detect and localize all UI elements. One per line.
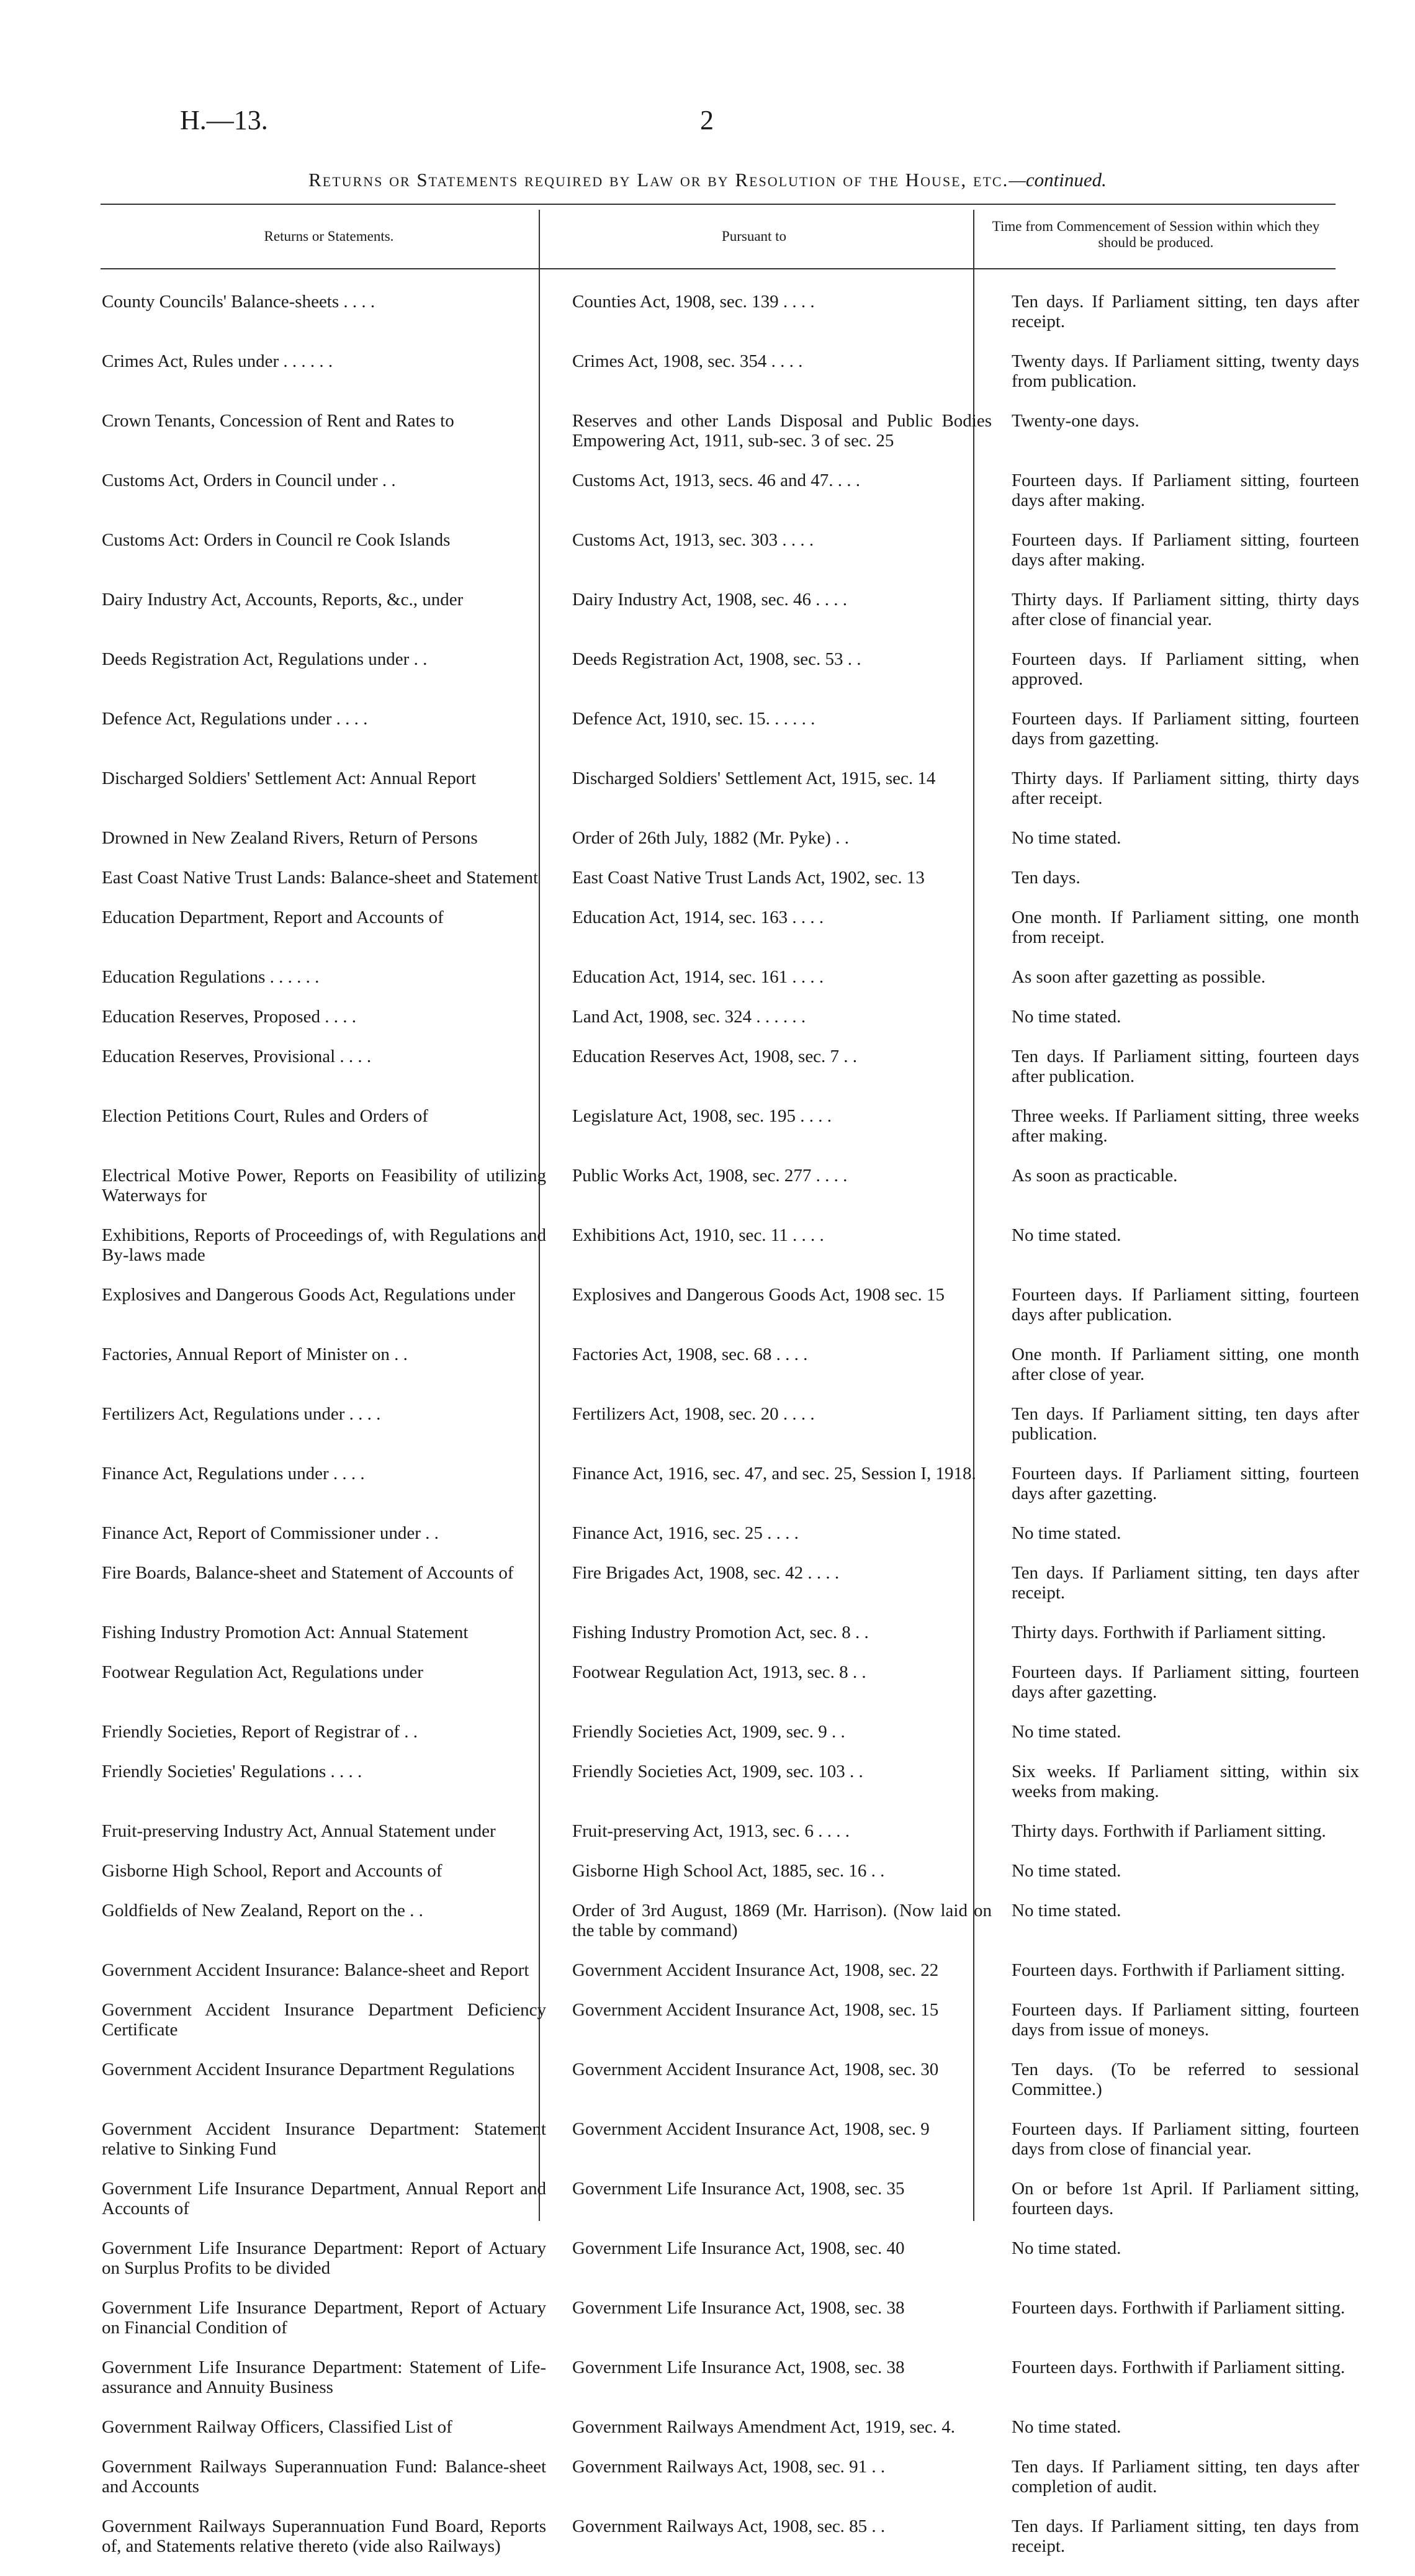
table-row <box>99 1901 1367 1960</box>
return-statement-cell: Deeds Registration Act, Regulations under . . <box>102 649 428 669</box>
table-row <box>99 2119 1367 2179</box>
return-statement-cell: Government Life Insurance Department: Statement of Life-assurance and Annuity Business <box>102 2358 546 2397</box>
pursuant-to-cell: Government Railways Act, 1908, sec. 85 . . <box>572 2516 886 2536</box>
return-statement-cell: Education Reserves, Proposed . . . . <box>102 1007 356 1027</box>
return-statement-cell: Fruit-preserving Industry Act, Annual Statement under <box>102 1821 496 1841</box>
table-row <box>99 1861 1367 1901</box>
return-statement-cell: Customs Act, Orders in Council under . . <box>102 471 396 490</box>
table-row <box>99 649 1367 709</box>
table-row <box>99 1106 1367 1166</box>
table-row <box>99 2238 1367 2298</box>
time-cell: Fourteen days. If Parliament sitting, fourteen days after publication. <box>1012 1285 1359 1325</box>
time-cell: Twenty days. If Parliament sitting, twenty days from publication. <box>1012 351 1359 391</box>
pursuant-to-cell: Government Life Insurance Act, 1908, sec. 38 <box>572 2358 905 2377</box>
time-cell: Thirty days. If Parliament sitting, thirty days after receipt. <box>1012 768 1359 808</box>
time-cell: Fourteen days. Forthwith if Parliament sitting. <box>1012 2298 1345 2318</box>
return-statement-cell: Discharged Soldiers' Settlement Act: Annual Report <box>102 768 477 788</box>
title-text: Returns or Statements required by Law or by Resolution of the House, etc. <box>308 169 1009 191</box>
return-statement-cell: Defence Act, Regulations under . . . . <box>102 709 368 729</box>
table-row <box>99 292 1367 351</box>
time-cell: No time stated. <box>1012 1007 1121 1027</box>
pursuant-to-cell: Customs Act, 1913, sec. 303 . . . . <box>572 530 814 550</box>
table-row <box>99 1225 1367 1285</box>
time-cell: No time stated. <box>1012 1722 1121 1742</box>
table-row <box>99 1285 1367 1344</box>
time-cell: One month. If Parliament sitting, one month from receipt. <box>1012 907 1359 947</box>
time-cell: As soon as practicable. <box>1012 1166 1178 1186</box>
table-row <box>99 1762 1367 1821</box>
pursuant-to-cell: Fire Brigades Act, 1908, sec. 42 . . . . <box>572 1563 840 1583</box>
pursuant-to-cell: Government Accident Insurance Act, 1908, sec. 15 <box>572 2000 939 2020</box>
pursuant-to-cell: Crimes Act, 1908, sec. 354 . . . . <box>572 351 803 371</box>
pursuant-to-cell: Government Accident Insurance Act, 1908, sec. 22 <box>572 1960 939 1980</box>
return-statement-cell: Dairy Industry Act, Accounts, Reports, &c., under <box>102 590 464 610</box>
document-reference: H.—13. <box>180 105 268 135</box>
pursuant-to-cell: Discharged Soldiers' Settlement Act, 1915, sec. 14 <box>572 768 936 788</box>
time-cell: Ten days. If Parliament sitting, fourteen days after publication. <box>1012 1047 1359 1086</box>
time-cell: Ten days. If Parliament sitting, ten days after receipt. <box>1012 1563 1359 1603</box>
table-row <box>99 471 1367 530</box>
time-cell: Ten days. If Parliament sitting, ten days after publication. <box>1012 1404 1359 1444</box>
pursuant-to-cell: Finance Act, 1916, sec. 47, and sec. 25, Session I, 1918. <box>572 1464 976 1484</box>
pursuant-to-cell: Fishing Industry Promotion Act, sec. 8 . . <box>572 1623 869 1642</box>
pursuant-to-cell: East Coast Native Trust Lands Act, 1902, sec. 13 <box>572 868 925 888</box>
return-statement-cell: Government Railways Superannuation Fund: Balance-sheet and Accounts <box>102 2457 546 2497</box>
time-cell: One month. If Parliament sitting, one month after close of year. <box>1012 1344 1359 1384</box>
table-row <box>99 2000 1367 2060</box>
pursuant-to-cell: Order of 3rd August, 1869 (Mr. Harrison). (Now laid on the table by command) <box>572 1901 992 1940</box>
table-row <box>99 1404 1367 1464</box>
return-statement-cell: Factories, Annual Report of Minister on . . <box>102 1344 408 1364</box>
time-cell: No time stated. <box>1012 1523 1121 1543</box>
page-title <box>124 169 1291 191</box>
pursuant-to-cell: Finance Act, 1916, sec. 25 . . . . <box>572 1523 799 1543</box>
pursuant-to-cell: Government Life Insurance Act, 1908, sec. 35 <box>572 2179 905 2199</box>
time-cell: Ten days. If Parliament sitting, ten days after completion of audit. <box>1012 2457 1359 2497</box>
pursuant-to-cell: Explosives and Dangerous Goods Act, 1908 sec. 15 <box>572 1285 945 1305</box>
time-cell: Fourteen days. If Parliament sitting, fourteen days from close of financial year. <box>1012 2119 1359 2159</box>
return-statement-cell: Friendly Societies, Report of Registrar of . . <box>102 1722 418 1742</box>
return-statement-cell: Exhibitions, Reports of Proceedings of, with Regulations and By-laws made <box>102 1225 546 1265</box>
time-cell: Ten days. If Parliament sitting, ten days after receipt. <box>1012 292 1359 331</box>
return-statement-cell: Education Department, Report and Accounts of <box>102 907 444 927</box>
pursuant-to-cell: Factories Act, 1908, sec. 68 . . . . <box>572 1344 808 1364</box>
return-statement-cell: East Coast Native Trust Lands: Balance-sheet and Statement <box>102 868 539 888</box>
column-header-returns: Returns or Statements. <box>264 228 394 244</box>
return-statement-cell: Explosives and Dangerous Goods Act, Regulations under <box>102 1285 516 1305</box>
return-statement-cell: Goldfields of New Zealand, Report on the . . <box>102 1901 423 1921</box>
table-row <box>99 1623 1367 1662</box>
header-rule <box>101 268 1336 269</box>
returns-table <box>99 292 1367 2576</box>
column-header-time: Time from Commencement of Session within which they should be produced. <box>992 218 1320 250</box>
table-row <box>99 907 1367 967</box>
return-statement-cell: Finance Act, Report of Commissioner under . . <box>102 1523 439 1543</box>
table-row <box>99 2358 1367 2417</box>
time-cell: Fourteen days. If Parliament sitting, fourteen days after making. <box>1012 530 1359 570</box>
pursuant-to-cell: Land Act, 1908, sec. 324 . . . . . . <box>572 1007 806 1027</box>
pursuant-to-cell: Education Act, 1914, sec. 161 . . . . <box>572 967 824 987</box>
time-cell: Twenty-one days. <box>1012 411 1139 431</box>
return-statement-cell: Government Railway Officers, Classified List of <box>102 2417 452 2437</box>
time-cell: No time stated. <box>1012 1901 1121 1921</box>
time-cell: Three weeks. If Parliament sitting, three weeks after making. <box>1012 1106 1359 1146</box>
pursuant-to-cell: Fruit-preserving Act, 1913, sec. 6 . . . . <box>572 1821 850 1841</box>
time-cell: Thirty days. Forthwith if Parliament sitting. <box>1012 1821 1326 1841</box>
time-cell: Fourteen days. Forthwith if Parliament sitting. <box>1012 2358 1345 2377</box>
pursuant-to-cell: Counties Act, 1908, sec. 139 . . . . <box>572 292 815 312</box>
pursuant-to-cell: Gisborne High School Act, 1885, sec. 16 . . <box>572 1861 885 1881</box>
pursuant-to-cell: Legislature Act, 1908, sec. 195 . . . . <box>572 1106 832 1126</box>
title-rule <box>101 204 1336 205</box>
pursuant-to-cell: Education Reserves Act, 1908, sec. 7 . . <box>572 1047 858 1066</box>
table-row <box>99 1007 1367 1047</box>
page-number: 2 <box>700 105 714 135</box>
pursuant-to-cell: Footwear Regulation Act, 1913, sec. 8 . . <box>572 1662 866 1682</box>
pursuant-to-cell: Government Accident Insurance Act, 1908, sec. 30 <box>572 2060 939 2079</box>
pursuant-to-cell: Public Works Act, 1908, sec. 277 . . . . <box>572 1166 848 1186</box>
table-row <box>99 709 1367 768</box>
time-cell: No time stated. <box>1012 1861 1121 1881</box>
title-suffix: —continued. <box>1008 169 1107 191</box>
table-row <box>99 2417 1367 2457</box>
return-statement-cell: Education Reserves, Provisional . . . . <box>102 1047 372 1066</box>
pursuant-to-cell: Friendly Societies Act, 1909, sec. 103 . . <box>572 1762 863 1781</box>
time-cell: Fourteen days. If Parliament sitting, fourteen days after gazetting. <box>1012 1662 1359 1702</box>
pursuant-to-cell: Exhibitions Act, 1910, sec. 11 . . . . <box>572 1225 824 1245</box>
pursuant-to-cell: Government Life Insurance Act, 1908, sec. 38 <box>572 2298 905 2318</box>
return-statement-cell: Government Railways Superannuation Fund Board, Reports of, and Statements relative thereto (vide also Railways) <box>102 2516 546 2556</box>
table-row <box>99 1464 1367 1523</box>
time-cell: Six weeks. If Parliament sitting, within six weeks from making. <box>1012 1762 1359 1801</box>
time-cell: Fourteen days. If Parliament sitting, fourteen days after gazetting. <box>1012 1464 1359 1503</box>
pursuant-to-cell: Government Accident Insurance Act, 1908, sec. 9 <box>572 2119 930 2139</box>
return-statement-cell: Fishing Industry Promotion Act: Annual Statement <box>102 1623 469 1642</box>
time-cell: No time stated. <box>1012 2238 1121 2258</box>
pursuant-to-cell: Government Life Insurance Act, 1908, sec. 40 <box>572 2238 905 2258</box>
table-row <box>99 2060 1367 2119</box>
pursuant-to-cell: Fertilizers Act, 1908, sec. 20 . . . . <box>572 1404 815 1424</box>
time-cell: Ten days. (To be referred to sessional Committee.) <box>1012 2060 1359 2099</box>
table-row <box>99 2298 1367 2358</box>
time-cell: Fourteen days. If Parliament sitting, fourteen days from gazetting. <box>1012 709 1359 749</box>
table-row <box>99 1662 1367 1722</box>
time-cell: Fourteen days. If Parliament sitting, when approved. <box>1012 649 1359 689</box>
table-row <box>99 1722 1367 1762</box>
time-cell: No time stated. <box>1012 1225 1121 1245</box>
return-statement-cell: Drowned in New Zealand Rivers, Return of Persons <box>102 828 478 848</box>
return-statement-cell: Finance Act, Regulations under . . . . <box>102 1464 365 1484</box>
pursuant-to-cell: Deeds Registration Act, 1908, sec. 53 . . <box>572 649 861 669</box>
table-row <box>99 2179 1367 2238</box>
pursuant-to-cell: Customs Act, 1913, secs. 46 and 47. . . . <box>572 471 860 490</box>
time-cell: Fourteen days. If Parliament sitting, fourteen days after making. <box>1012 471 1359 510</box>
return-statement-cell: Fire Boards, Balance-sheet and Statement of Accounts of <box>102 1563 514 1583</box>
table-body <box>99 292 1367 2576</box>
table-row <box>99 590 1367 649</box>
time-cell: Ten days. If Parliament sitting, ten days from receipt. <box>1012 2516 1359 2556</box>
return-statement-cell: Government Accident Insurance Department Regulations <box>102 2060 515 2079</box>
table-row <box>99 1821 1367 1861</box>
pursuant-to-cell: Reserves and other Lands Disposal and Public Bodies Empowering Act, 1911, sub-sec. 3 of sec. 25 <box>572 411 992 451</box>
pursuant-to-cell: Friendly Societies Act, 1909, sec. 9 . . <box>572 1722 845 1742</box>
return-statement-cell: Gisborne High School, Report and Accounts of <box>102 1861 442 1881</box>
table-row <box>99 2457 1367 2516</box>
return-statement-cell: Fertilizers Act, Regulations under . . . . <box>102 1404 381 1424</box>
time-cell: On or before 1st April. If Parliament sitting, fourteen days. <box>1012 2179 1359 2218</box>
pursuant-to-cell: Education Act, 1914, sec. 163 . . . . <box>572 907 824 927</box>
return-statement-cell: Customs Act: Orders in Council re Cook Islands <box>102 530 451 550</box>
return-statement-cell: Government Life Insurance Department: Report of Actuary on Surplus Profits to be divided <box>102 2238 546 2278</box>
return-statement-cell: Electrical Motive Power, Reports on Feasibility of utilizing Waterways for <box>102 1166 546 1205</box>
time-cell: As soon after gazetting as possible. <box>1012 967 1266 987</box>
time-cell: No time stated. <box>1012 2417 1121 2437</box>
table-row <box>99 828 1367 868</box>
table-row <box>99 411 1367 471</box>
table-row <box>99 530 1367 590</box>
time-cell: Thirty days. If Parliament sitting, thirty days after close of financial year. <box>1012 590 1359 629</box>
return-statement-cell: Election Petitions Court, Rules and Orders of <box>102 1106 428 1126</box>
table-row <box>99 868 1367 907</box>
pursuant-to-cell: Defence Act, 1910, sec. 15. . . . . . <box>572 709 815 729</box>
return-statement-cell: Government Accident Insurance Department Deficiency Certificate <box>102 2000 546 2040</box>
table-row <box>99 2516 1367 2576</box>
time-cell: Fourteen days. If Parliament sitting, fourteen days from issue of moneys. <box>1012 2000 1359 2040</box>
table-row <box>99 768 1367 828</box>
return-statement-cell: Friendly Societies' Regulations . . . . <box>102 1762 362 1781</box>
table-row <box>99 967 1367 1007</box>
return-statement-cell: Government Life Insurance Department, Report of Actuary on Financial Condition of <box>102 2298 546 2338</box>
pursuant-to-cell: Government Railways Amendment Act, 1919, sec. 4. <box>572 2417 955 2437</box>
column-header-pursuant: Pursuant to <box>721 228 787 244</box>
pursuant-to-cell: Order of 26th July, 1882 (Mr. Pyke) . . <box>572 828 849 848</box>
time-cell: No time stated. <box>1012 828 1121 848</box>
return-statement-cell: Crimes Act, Rules under . . . . . . <box>102 351 333 371</box>
return-statement-cell: Government Accident Insurance: Balance-sheet and Report <box>102 1960 529 1980</box>
time-cell: Fourteen days. Forthwith if Parliament sitting. <box>1012 1960 1345 1980</box>
table-row <box>99 1960 1367 2000</box>
table-row <box>99 1166 1367 1225</box>
return-statement-cell: Crown Tenants, Concession of Rent and Rates to <box>102 411 454 431</box>
table-row <box>99 351 1367 411</box>
return-statement-cell: County Councils' Balance-sheets . . . . <box>102 292 375 312</box>
table-row <box>99 1344 1367 1404</box>
return-statement-cell: Footwear Regulation Act, Regulations under <box>102 1662 423 1682</box>
time-cell: Ten days. <box>1012 868 1080 888</box>
table-row <box>99 1047 1367 1106</box>
pursuant-to-cell: Dairy Industry Act, 1908, sec. 46 . . . . <box>572 590 847 610</box>
table-row <box>99 1523 1367 1563</box>
pursuant-to-cell: Government Railways Act, 1908, sec. 91 . . <box>572 2457 886 2477</box>
return-statement-cell: Education Regulations . . . . . . <box>102 967 320 987</box>
table-row <box>99 1563 1367 1623</box>
return-statement-cell: Government Accident Insurance Department: Statement relative to Sinking Fund <box>102 2119 546 2159</box>
time-cell: Thirty days. Forthwith if Parliament sitting. <box>1012 1623 1326 1642</box>
return-statement-cell: Government Life Insurance Department, Annual Report and Accounts of <box>102 2179 546 2218</box>
